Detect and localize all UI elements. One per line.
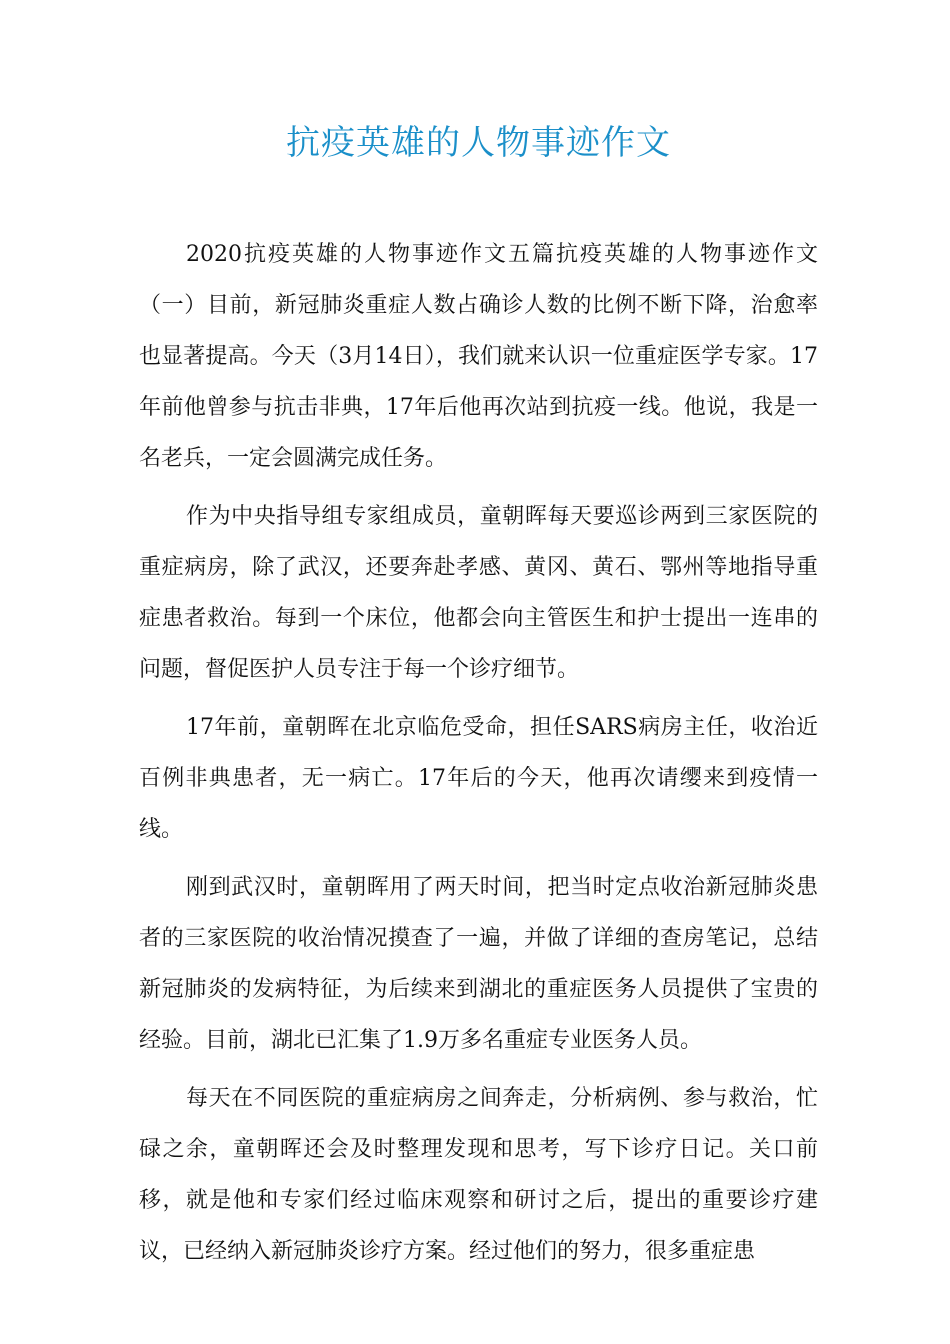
paragraph-2: 作为中央指导组专家组成员，童朝晖每天要巡诊两到三家医院的重症病房，除了武汉，还要奔赴孝感、黄冈、黄石、鄂州等地指导重症患者救治。每到一个床位，他都会向主管医生和护士提出一连串的问题，督促医护人员专注于每一个诊疗细节。 [139, 504, 818, 682]
paragraph-3: 17年前，童朝晖在北京临危受命，担任SARS病房主任，收治近百例非典患者，无一病亡。17年后的今天，他再次请缨来到疫情一线。 [139, 715, 818, 842]
paragraph-4: 刚到武汉时，童朝晖用了两天时间，把当时定点收治新冠肺炎患者的三家医院的收治情况摸查了一遍，并做了详细的查房笔记，总结新冠肺炎的发病特征，为后续来到湖北的重症医务人员提供了宝贵的经验。目前，湖北已汇集了1.9万多名重症专业医务人员。 [139, 875, 818, 1053]
paragraph-1: 2020抗疫英雄的人物事迹作文五篇抗疫英雄的人物事迹作文（一）目前，新冠肺炎重症人数占确诊人数的比例不断下降，治愈率也显著提高。今天（3月14日），我们就来认识一位重症医学专家。17年前他曾参与抗击非典，17年后他再次站到抗疫一线。他说，我是一名老兵，一定会圆满完成任务。 [139, 242, 818, 471]
document-title: 抗疫英雄的人物事迹作文 [286, 123, 671, 163]
paragraph-5: 每天在不同医院的重症病房之间奔走，分析病例、参与救治，忙碌之余，童朝晖还会及时整理发现和思考，写下诊疗日记。关口前移，就是他和专家们经过临床观察和研讨之后，提出的重要诊疗建议，已经纳入新冠肺炎诊疗方案。经过他们的努力，很多重症患 [139, 1086, 818, 1264]
document-body [139, 229, 818, 1277]
